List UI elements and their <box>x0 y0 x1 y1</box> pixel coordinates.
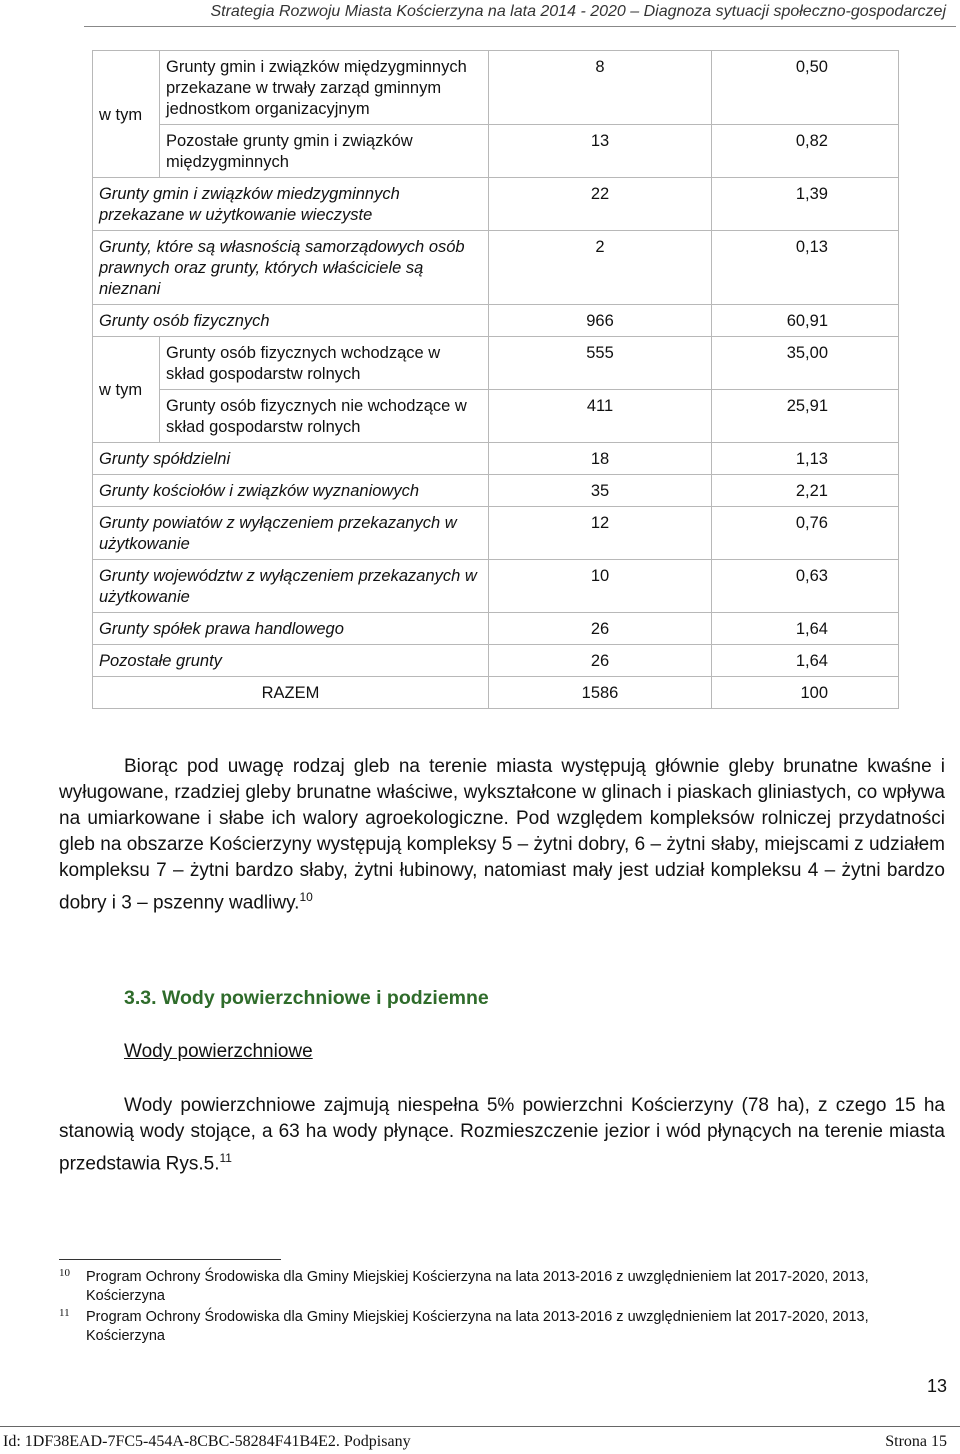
footnote-text: Program Ochrony Środowiska dla Gminy Miejskiej Kościerzyna na lata 2013-2016 z uwzględnieniem lat 2017-2020, 2013, Kościerzyna <box>86 1269 869 1304</box>
table-row <box>93 475 899 507</box>
table-row <box>93 443 899 475</box>
table-row <box>93 231 899 305</box>
percent-value: 25,91 <box>712 390 899 443</box>
page-number: 13 <box>926 1376 947 1396</box>
footnote-11 <box>59 1308 945 1346</box>
percent-value: 1,64 <box>712 613 899 645</box>
category-label: Grunty osób fizycznych wchodzące w skład gospodarstw rolnych <box>160 337 489 390</box>
surface-water-paragraph <box>59 1093 945 1177</box>
percent-value: 1,64 <box>712 645 899 677</box>
land-table-body <box>93 51 899 709</box>
header-rule <box>84 26 956 27</box>
category-label: Grunty powiatów z wyłączeniem przekazanych w użytkowanie <box>93 507 489 560</box>
table-row <box>93 507 899 560</box>
table-row <box>93 613 899 645</box>
area-value: 13 <box>489 125 712 178</box>
category-label: Grunty gmin i związków międzygminnych przekazane w trwały zarząd gminnym jednostkom organizacyjnym <box>160 51 489 125</box>
category-label: Grunty osób fizycznych nie wchodzące w skład gospodarstw rolnych <box>160 390 489 443</box>
percent-value: 35,00 <box>712 337 899 390</box>
category-label: Grunty kościołów i związków wyznaniowych <box>93 475 489 507</box>
percent-value: 0,50 <box>712 51 899 125</box>
total-value: 1586 <box>489 677 712 709</box>
percent-value: 1,39 <box>712 178 899 231</box>
subheading-surface-water: Wody powierzchniowe <box>124 1041 313 1062</box>
category-label: Grunty spółdzielni <box>93 443 489 475</box>
soil-paragraph <box>59 754 945 916</box>
area-value: 411 <box>489 390 712 443</box>
area-value: 966 <box>489 305 712 337</box>
surface-water-paragraph-text: Wody powierzchniowe zajmują niespełna 5% powierzchni Kościerzyny (78 ha), z czego 15 ha stanowią wody stojące, a 63 ha wody płynące. Rozmieszczenie jezior i wód płynących na terenie miasta przedstawia Rys.5. <box>59 1095 945 1175</box>
category-label: Grunty gmin i związków miedzygminnych przekazane w użytkowanie wieczyste <box>93 178 489 231</box>
table-row <box>93 178 899 231</box>
percent-value: 0,76 <box>712 507 899 560</box>
total-row <box>93 677 899 709</box>
total-label: RAZEM <box>93 677 489 709</box>
running-header: Strategia Rozwoju Miasta Kościerzyna na lata 2014 - 2020 – Diagnoza sytuacji społeczno-gospodarczej <box>210 3 946 20</box>
area-value: 35 <box>489 475 712 507</box>
footnote-number: 11 <box>59 1307 70 1319</box>
document-id: Id: 1DF38EAD-7FC5-454A-8CBC-58284F41B4E2. Podpisany <box>3 1433 411 1450</box>
category-label: Grunty województw z wyłączeniem przekazanych w użytkowanie <box>93 560 489 613</box>
area-value: 555 <box>489 337 712 390</box>
land-ownership-table <box>92 50 899 709</box>
category-label: Pozostałe grunty gmin i związków międzygminnych <box>160 125 489 178</box>
table-row <box>93 51 899 125</box>
section-heading: 3.3. Wody powierzchniowe i podziemne <box>124 987 489 1009</box>
percent-value: 0,82 <box>712 125 899 178</box>
percent-value: 0,63 <box>712 560 899 613</box>
soil-paragraph-text: Biorąc pod uwagę rodzaj gleb na terenie miasta występują głównie gleby brunatne kwaśne i wyługowane, rzadziej gleby brunatne właściwe, wykształcone w glinach i piaskach gliniastych, co wpływa na umiarkowane i słabe ich walory agroekologiczne. Pod względem kompleksów rolniczej przydatności gleb na obszarze Kościerzyny występują kompleksy 5 – żytni dobry, 6 – żytni słaby, miejscami z udziałem kompleksu 7 – żytni bardzo słaby, żytni łubinowy, natomiast mały jest udział kompleksu 4 – żytni bardzo dobry i 3 – pszenny wadliwy. <box>59 756 945 914</box>
area-value: 22 <box>489 178 712 231</box>
footnote-ref-11[interactable]: 11 <box>219 1151 232 1165</box>
table-row <box>93 560 899 613</box>
table-row <box>93 390 899 443</box>
percent-value: 2,21 <box>712 475 899 507</box>
area-value: 10 <box>489 560 712 613</box>
percent-value: 0,13 <box>712 231 899 305</box>
percent-value: 1,13 <box>712 443 899 475</box>
table-row <box>93 305 899 337</box>
page-label: Strona 15 <box>885 1433 947 1450</box>
total-percent: 100 <box>712 677 899 709</box>
area-value: 8 <box>489 51 712 125</box>
area-value: 26 <box>489 613 712 645</box>
table-row <box>93 125 899 178</box>
category-label: Grunty spółek prawa handlowego <box>93 613 489 645</box>
footnote-number: 10 <box>59 1267 70 1279</box>
in-which-cell: w tym <box>93 337 160 443</box>
area-value: 18 <box>489 443 712 475</box>
in-which-cell: w tym <box>93 51 160 178</box>
footnote-10 <box>59 1268 945 1306</box>
area-value: 12 <box>489 507 712 560</box>
area-value: 26 <box>489 645 712 677</box>
category-label: Grunty osób fizycznych <box>93 305 489 337</box>
signature-footer <box>0 1426 960 1454</box>
table-row <box>93 337 899 390</box>
category-label: Pozostałe grunty <box>93 645 489 677</box>
percent-value: 60,91 <box>712 305 899 337</box>
footnote-ref-10[interactable]: 10 <box>299 890 313 904</box>
table-row <box>93 645 899 677</box>
footnote-text: Program Ochrony Środowiska dla Gminy Miejskiej Kościerzyna na lata 2013-2016 z uwzględnieniem lat 2017-2020, 2013, Kościerzyna <box>86 1309 869 1344</box>
footnote-rule <box>59 1259 281 1260</box>
area-value: 2 <box>489 231 712 305</box>
category-label: Grunty, które są własnością samorządowych osób prawnych oraz grunty, których właściciele są nieznani <box>93 231 489 305</box>
